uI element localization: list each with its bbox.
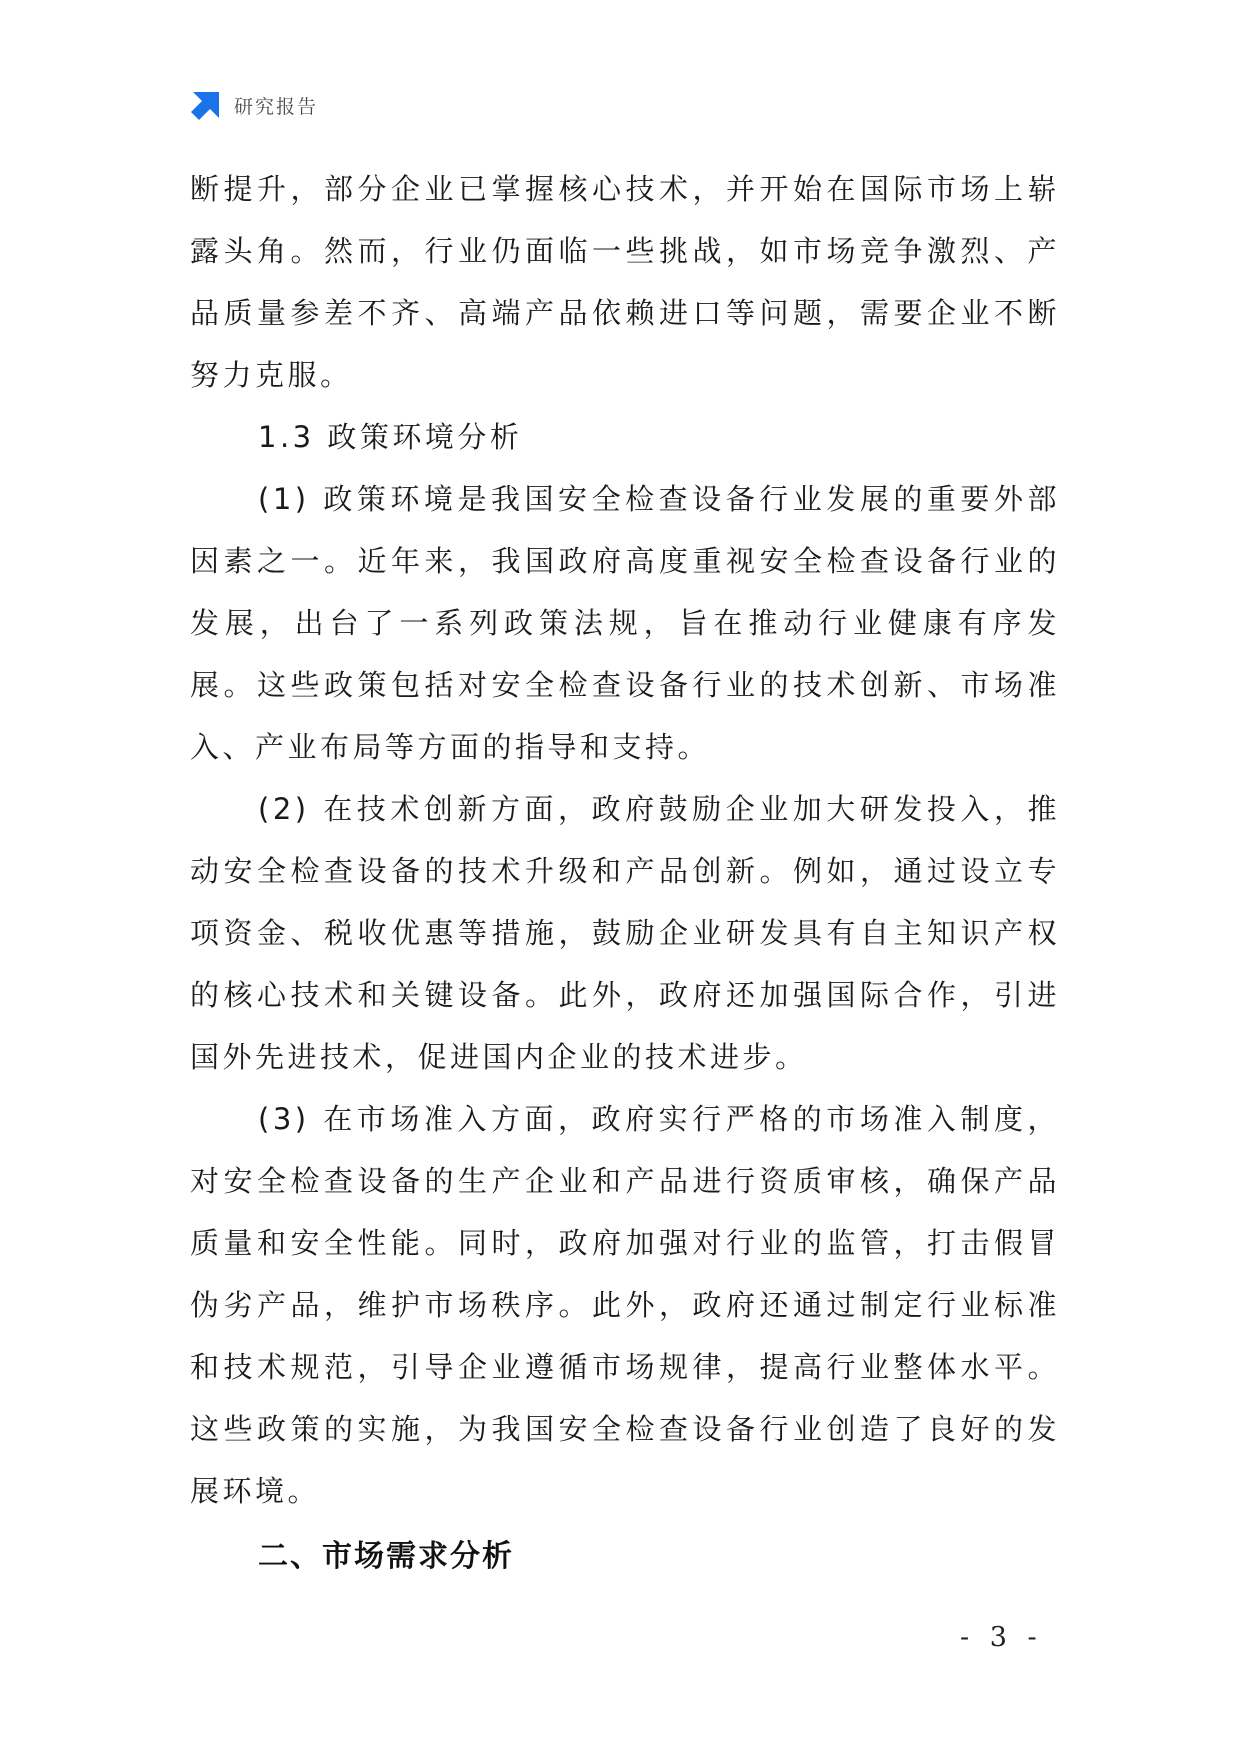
paragraph-1: (1) 政策环境是我国安全检查设备行业发展的重要外部因素之一。近年来，我国政府高度重视安全检查设备行业的发展，出台了一系列政策法规，旨在推动行业健康有序发展。这些政策包括对安全检查设备行业的技术创新、市场准入、产业布局等方面的指导和支持。 <box>190 482 1060 764</box>
paragraph-3: (3) 在市场准入方面，政府实行严格的市场准入制度，对安全检查设备的生产企业和产品进行资质审核，确保产品质量和安全性能。同时，政府加强对行业的监管，打击假冒伪劣产品，维护市场秩序。此外，政府还通过制定行业标准和技术规范，引导企业遵循市场规律，提高行业整体水平。这些政策的实施，为我国安全检查设备行业创造了良好的发展环境。 <box>190 1102 1060 1508</box>
document-body <box>190 158 1060 1592</box>
arrow-up-right-icon <box>190 89 222 121</box>
header-title: 研究报告 <box>234 95 319 118</box>
paragraph-continued: 断提升，部分企业已掌握核心技术，并开始在国际市场上崭露头角。然而，行业仍面临一些挑战，如市场竞争激烈、产品质量参差不齐、高端产品依赖进口等问题，需要企业不断努力克服。 <box>190 172 1060 392</box>
chapter-heading: 二、市场需求分析 <box>258 1539 514 1574</box>
paragraph-2: (2) 在技术创新方面，政府鼓励企业加大研发投入，推动安全检查设备的技术升级和产品创新。例如，通过设立专项资金、税收优惠等措施，鼓励企业研发具有自主知识产权的核心技术和关键设备。此外，政府还加强国际合作，引进国外先进技术，促进国内企业的技术进步。 <box>190 792 1060 1074</box>
page-number: - 3 - <box>960 1622 1043 1653</box>
report-header <box>190 88 318 122</box>
section-heading: 1.3 政策环境分析 <box>258 420 523 454</box>
